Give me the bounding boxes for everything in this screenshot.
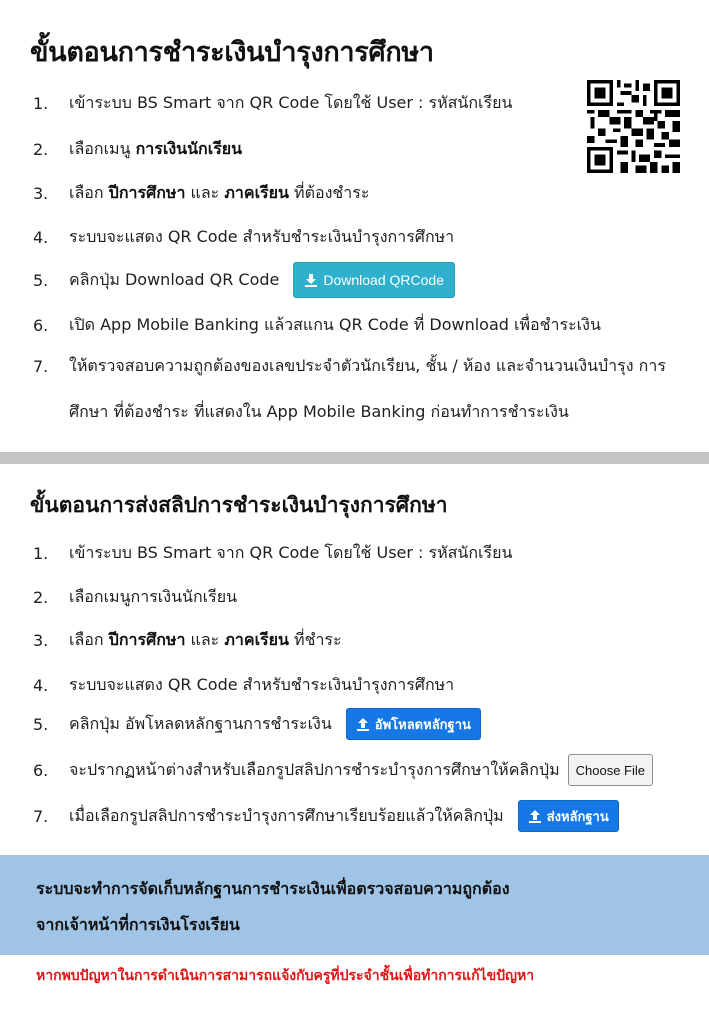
download-icon — [304, 273, 318, 287]
info-notice — [0, 855, 709, 955]
upload-evidence-button[interactable]: อัพโหลดหลักฐาน — [346, 708, 481, 740]
list-item: 6. จะปรากฏหน้าต่างสำหรับเลือกรูปสลิปการชำระบำรุงการศึกษาให้คลิกปุ่ม Choose File — [33, 754, 693, 786]
list-item: 1. เข้าระบบ BS Smart จาก QR Code โดยใช้ User : รหัสนักเรียน — [33, 543, 513, 563]
download-qrcode-label: Download QRCode — [323, 272, 444, 288]
list-item: 6. เปิด App Mobile Banking แล้วสแกน QR Code ที่ Download เพื่อชำระเงิน — [33, 315, 601, 335]
list-item: 3. เลือก ปีการศึกษา และ ภาคเรียน ที่ชำระ — [33, 630, 342, 650]
list-item: 5. คลิกปุ่ม Download QR Code Download QRCode — [33, 262, 693, 298]
upload-icon — [528, 809, 542, 823]
list-item: 5. คลิกปุ่ม อัพโหลดหลักฐานการชำระเงิน อัพโหลดหลักฐาน — [33, 708, 693, 740]
list-item: 3. เลือก ปีการศึกษา และ ภาคเรียน ที่ต้องชำระ — [33, 183, 370, 203]
warning-text: หากพบปัญหาในการดำเนินการสามารถแจ้งกับครูที่ประจำชั้นเพื่อทำการแก้ไขปัญหา — [36, 968, 535, 984]
list-item: 4. ระบบจะแสดง QR Code สำหรับชำระเงินบำรุงการศึกษา — [33, 675, 455, 695]
slip-upload-title: ขั้นตอนการส่งสลิปการชำระเงินบำรุงการศึกษา — [30, 493, 448, 517]
notice-line-2: จากเจ้าหน้าที่การเงินโรงเรียน — [36, 915, 240, 934]
list-item: 7. ให้ตรวจสอบความถูกต้องของเลขประจำตัวนักเรียน, ชั้น / ห้อง และจำนวนเงินบำรุง การศึกษา ที่ต้องชำระ ที่แสดงใน App Mobile Banking ก่อนทำการชำระเงิน — [33, 356, 666, 421]
choose-file-button[interactable]: Choose File — [568, 754, 653, 786]
upload-icon — [356, 717, 370, 731]
list-item: 2. เลือกเมนูการเงินนักเรียน — [33, 587, 238, 607]
notice-line-1: ระบบจะทำการจัดเก็บหลักฐานการชำระเงินเพื่อตรวจสอบความถูกต้อง — [36, 879, 510, 898]
list-item: 1. เข้าระบบ BS Smart จาก QR Code โดยใช้ User : รหัสนักเรียน — [33, 93, 513, 113]
payment-title: ขั้นตอนการชำระเงินบำรุงการศึกษา — [30, 37, 434, 68]
section-divider — [0, 452, 709, 464]
list-item: 7. เมื่อเลือกรูปสลิปการชำระบำรุงการศึกษาเรียบร้อยแล้วให้คลิกปุ่ม ส่งหลักฐาน — [33, 800, 693, 832]
menu-name: การเงินนักเรียน — [135, 139, 243, 158]
send-evidence-button[interactable]: ส่งหลักฐาน — [518, 800, 619, 832]
payment-section — [0, 0, 709, 452]
list-item: 4. ระบบจะแสดง QR Code สำหรับชำระเงินบำรุงการศึกษา — [33, 227, 455, 247]
download-qrcode-button[interactable] — [293, 262, 455, 298]
list-item: 2. เลือกเมนู การเงินนักเรียน — [33, 139, 243, 159]
